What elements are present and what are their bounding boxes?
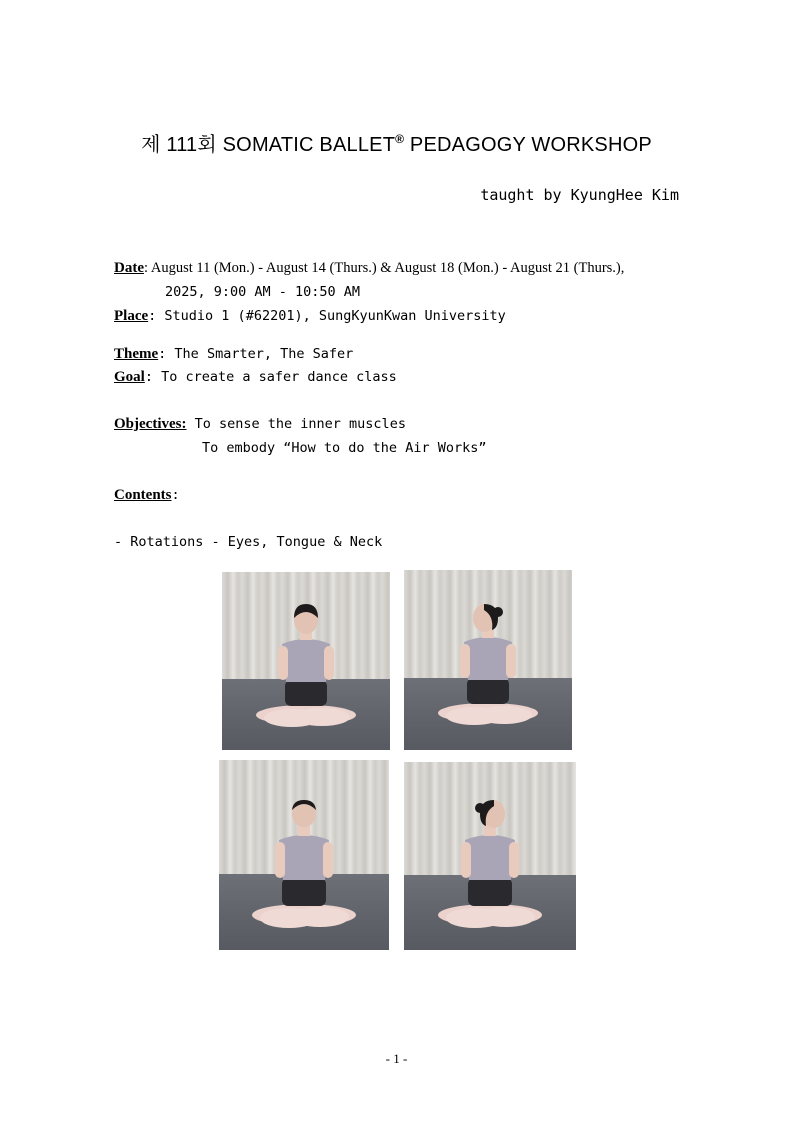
contents-label: Contents: [114, 487, 172, 503]
dancer-figure: [404, 570, 572, 750]
contents-item-rotations: - Rotations - Eyes, Tongue & Neck: [114, 534, 383, 550]
place-label: Place: [114, 308, 149, 324]
photo-looking-left: [404, 762, 576, 950]
date-label: Date: [114, 260, 144, 276]
date-line-2: 2025, 9:00 AM - 10:50 AM: [165, 284, 361, 300]
goal-value: : To create a safer dance class: [144, 369, 397, 385]
dancer-figure: [219, 760, 389, 950]
theme-value: : The Smarter, The Safer: [158, 346, 354, 362]
contents-colon: :: [171, 487, 180, 503]
title-main: 제 111회 SOMATIC BALLET: [141, 134, 396, 156]
photo-looking-up: [219, 760, 389, 950]
page-number: - 1 -: [385, 1051, 408, 1066]
photo-looking-right: [404, 570, 572, 750]
contents-line: [114, 487, 180, 504]
theme-label: Theme: [114, 346, 159, 362]
registered-mark: ®: [395, 132, 405, 146]
byline: taught by KyungHee Kim: [480, 186, 679, 204]
dancer-figure: [404, 762, 576, 950]
goal-line: [114, 369, 397, 386]
objectives-line: [114, 416, 406, 433]
goal-label: Goal: [114, 369, 145, 385]
photo-looking-down: [222, 572, 390, 750]
date-value: : August 11 (Mon.) - August 14 (Thurs.) & August 18 (Mon.) - August 21 (Thurs.),: [144, 260, 625, 276]
date-line: [114, 260, 624, 277]
objective-2: To embody “How to do the Air Works”: [202, 440, 487, 456]
objective-1: To sense the inner muscles: [194, 416, 406, 432]
objectives-label: Objectives:: [114, 416, 187, 432]
title-tail: PEDAGOGY WORKSHOP: [404, 134, 652, 156]
dancer-figure: [222, 572, 390, 750]
theme-line: [114, 346, 353, 363]
place-line: [114, 308, 506, 325]
document-title: [0, 128, 793, 157]
place-value: : Studio 1 (#62201), SungKyunKwan University: [148, 308, 506, 324]
